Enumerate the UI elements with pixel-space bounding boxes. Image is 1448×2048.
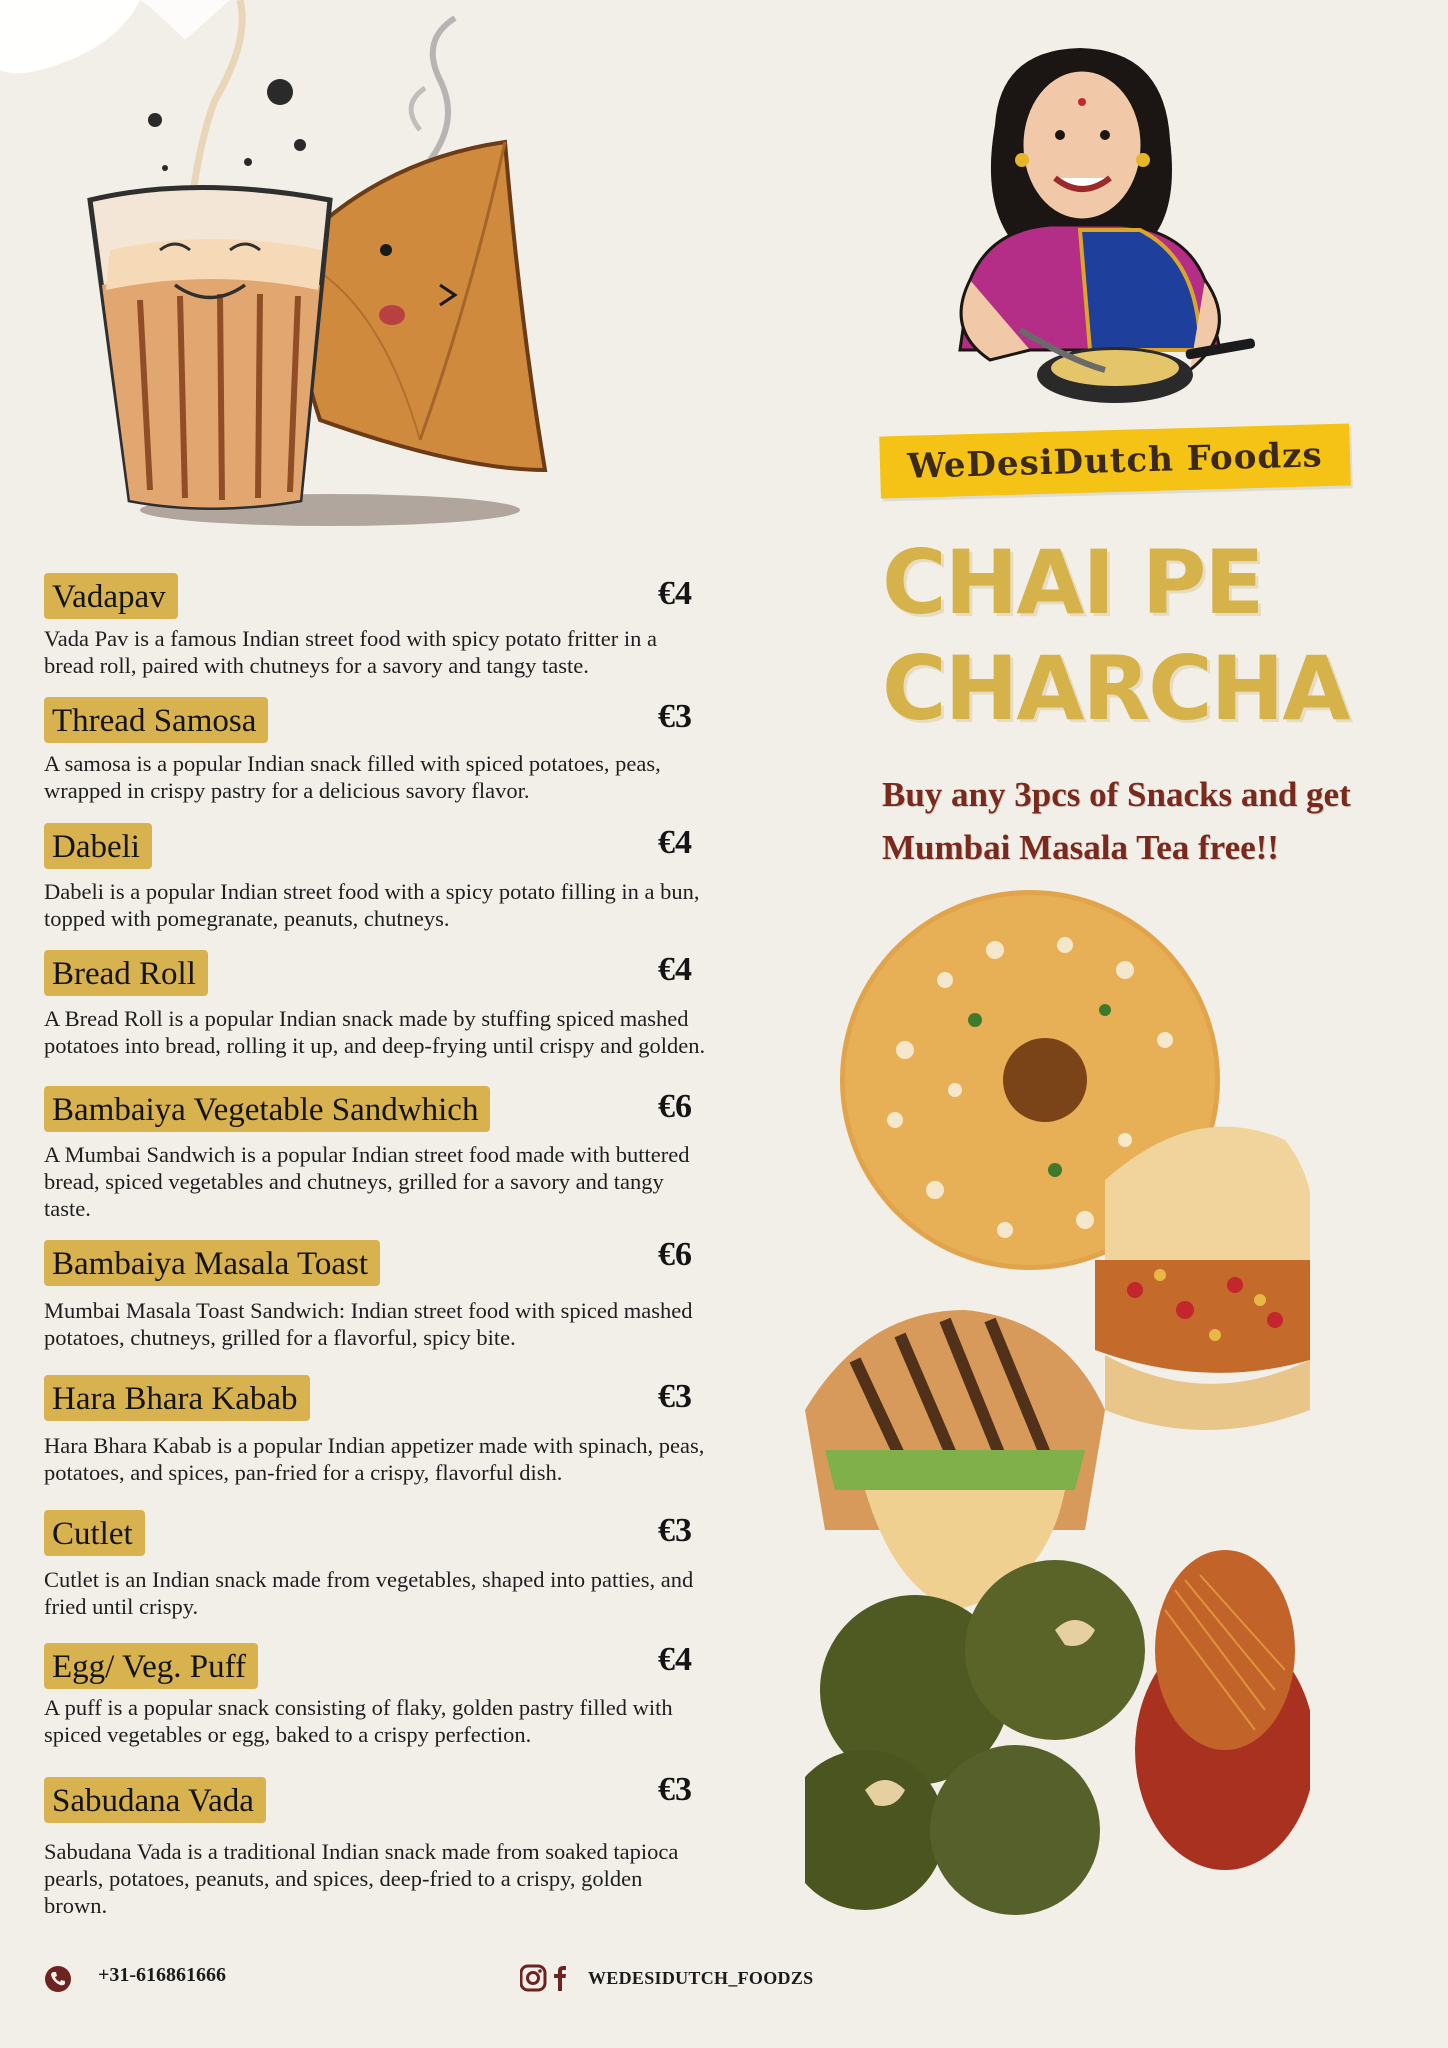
- headline: [882, 530, 1402, 742]
- brand-name-badge: [879, 423, 1351, 498]
- item-price: €4: [658, 951, 692, 988]
- item-name: Bambaiya Vegetable Sandwhich: [44, 1086, 490, 1132]
- item-price: €3: [658, 1512, 692, 1549]
- item-description-line: bread, spiced vegetables and chutneys, grilled for a savory and tangy: [44, 1169, 664, 1194]
- social-handle: WEDESIDUTCH_FOODZS: [588, 1968, 814, 1988]
- item-price: €3: [658, 698, 692, 735]
- contact-phone: +31-616861666: [98, 1964, 227, 1986]
- item-description-line: A puff is a popular snack consisting of flaky, golden pastry filled with: [44, 1695, 673, 1720]
- brand-name: WeDesiDutch Foodzs: [906, 435, 1324, 487]
- item-description-line: potatoes, chutneys, grilled for a flavorful, spicy bite.: [44, 1325, 516, 1350]
- item-description: [44, 1297, 824, 1351]
- facebook-icon: [554, 1966, 566, 1991]
- item-description: [44, 1566, 824, 1620]
- food-photo-collage: [805, 890, 1310, 1920]
- item-description-line: Mumbai Masala Toast Sandwich: Indian street food with spiced mashed: [44, 1298, 693, 1323]
- item-description-line: A samosa is a popular Indian snack filled with spiced potatoes, peas,: [44, 751, 661, 776]
- item-name: Egg/ Veg. Puff: [44, 1643, 258, 1689]
- offer-line-2: Mumbai Masala Tea free!!: [882, 828, 1279, 867]
- item-name: Bambaiya Masala Toast: [44, 1240, 380, 1286]
- offer-line-1: Buy any 3pcs of Snacks and get: [882, 775, 1351, 814]
- item-description-line: brown.: [44, 1893, 108, 1918]
- item-description: [44, 1838, 824, 1919]
- item-price: €4: [658, 575, 692, 612]
- chai-samosa-illustration: [0, 0, 580, 540]
- item-description-line: spiced vegetables or egg, baked to a crispy perfection.: [44, 1722, 532, 1747]
- item-name: Cutlet: [44, 1510, 145, 1556]
- headline-line-2: CHARCHA: [882, 637, 1349, 740]
- item-description-line: taste.: [44, 1196, 91, 1221]
- item-description-line: Hara Bhara Kabab is a popular Indian appetizer made with spinach, peas,: [44, 1433, 705, 1458]
- item-price: €4: [658, 1641, 692, 1678]
- item-description: [44, 625, 824, 679]
- item-description: [44, 1694, 824, 1748]
- item-description: [44, 1432, 824, 1486]
- item-description: [44, 878, 824, 932]
- item-name: Sabudana Vada: [44, 1777, 266, 1823]
- item-name: Bread Roll: [44, 950, 208, 996]
- item-description-line: fried until crispy.: [44, 1594, 199, 1619]
- item-description: [44, 750, 824, 804]
- social-icons: [520, 1964, 570, 1992]
- offer-text: [882, 768, 1422, 874]
- phone-icon: [44, 1965, 72, 1993]
- item-description: [44, 1141, 824, 1222]
- item-description-line: Vada Pav is a famous Indian street food with spicy potato fritter in a: [44, 626, 657, 651]
- item-name: Vadapav: [44, 573, 178, 619]
- chef-woman-logo: [900, 30, 1280, 450]
- item-description-line: Dabeli is a popular Indian street food with a spicy potato filling in a bun,: [44, 879, 700, 904]
- item-description-line: topped with pomegranate, peanuts, chutneys.: [44, 906, 450, 931]
- item-description-line: potatoes, and spices, pan-fried for a crispy, flavorful dish.: [44, 1460, 563, 1485]
- item-price: €3: [658, 1771, 692, 1808]
- item-name: Thread Samosa: [44, 697, 268, 743]
- item-price: €4: [658, 824, 692, 861]
- item-name: Hara Bhara Kabab: [44, 1375, 310, 1421]
- item-description-line: bread roll, paired with chutneys for a savory and tangy taste.: [44, 653, 589, 678]
- item-description-line: Cutlet is an Indian snack made from vegetables, shaped into patties, and: [44, 1567, 694, 1592]
- item-description-line: wrapped in crispy pastry for a delicious savory flavor.: [44, 778, 530, 803]
- item-description-line: A Bread Roll is a popular Indian snack made by stuffing spiced mashed: [44, 1006, 689, 1031]
- item-description-line: A Mumbai Sandwich is a popular Indian street food made with buttered: [44, 1142, 690, 1167]
- item-price: €6: [658, 1236, 692, 1273]
- instagram-icon: [521, 1966, 545, 1990]
- item-name: Dabeli: [44, 823, 152, 869]
- item-description-line: Sabudana Vada is a traditional Indian snack made from soaked tapioca: [44, 1839, 679, 1864]
- item-price: €3: [658, 1378, 692, 1415]
- item-description-line: pearls, potatoes, peanuts, and spices, deep-fried to a crispy, golden: [44, 1866, 643, 1891]
- item-description: [44, 1005, 824, 1059]
- item-description-line: potatoes into bread, rolling it up, and deep-frying until crispy and golden.: [44, 1033, 706, 1058]
- headline-line-1: CHAI PE: [882, 531, 1263, 634]
- item-price: €6: [658, 1088, 692, 1125]
